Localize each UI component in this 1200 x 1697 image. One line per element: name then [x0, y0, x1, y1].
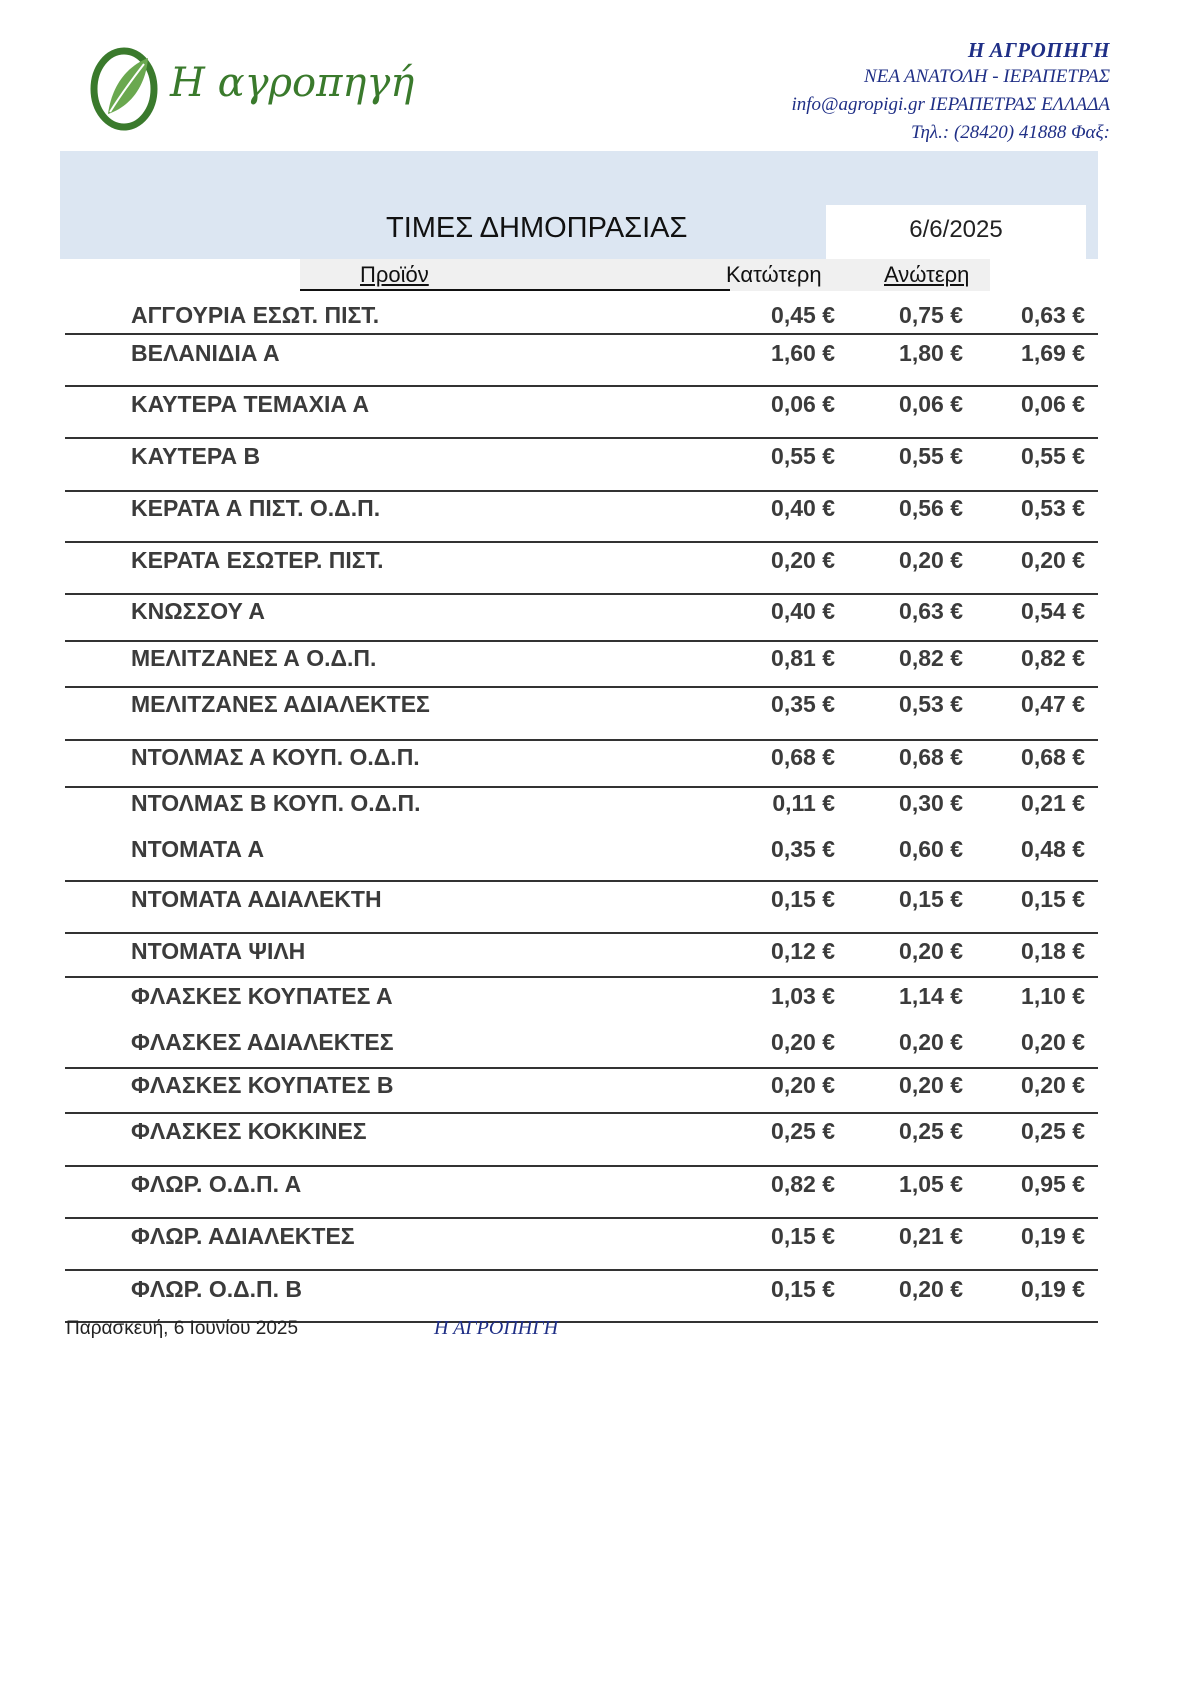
row-divider — [65, 739, 1098, 741]
price-high: 0,06 € — [899, 391, 963, 417]
row-divider — [65, 490, 1098, 492]
price-average: 0,47 € — [1021, 691, 1085, 717]
product-name: ΝΤΟΜΑΤΑ Α — [131, 836, 265, 862]
row-divider — [65, 1112, 1098, 1114]
price-average: 1,69 € — [1021, 340, 1085, 366]
product-name: ΦΛΑΣΚΕΣ ΚΟΥΠΑΤΕΣ Α — [131, 983, 393, 1009]
price-low: 0,11 € — [772, 790, 835, 816]
price-average: 0,25 € — [1021, 1118, 1085, 1144]
page-title: ΤΙΜΕΣ ΔΗΜΟΠΡΑΣΙΑΣ — [386, 212, 688, 244]
price-high: 0,60 € — [899, 836, 963, 862]
column-header-high: Ανώτερη — [884, 262, 970, 287]
row-divider — [65, 333, 1098, 335]
product-name: ΜΕΛΙΤΖΑΝΕΣ ΑΔΙΑΛΕΚΤΕΣ — [131, 691, 430, 717]
price-low: 0,35 € — [771, 836, 835, 862]
product-name: ΦΛΩΡ. ΑΔΙΑΛΕΚΤΕΣ — [131, 1223, 355, 1249]
price-high: 0,15 € — [899, 886, 963, 912]
price-low: 0,25 € — [771, 1118, 835, 1144]
price-average: 0,55 € — [1021, 443, 1085, 469]
product-name: ΦΛΩΡ. Ο.Δ.Π. Β — [131, 1276, 303, 1302]
row-divider — [65, 437, 1098, 439]
row-divider — [65, 385, 1098, 387]
row-divider — [65, 1269, 1098, 1271]
price-high: 0,82 € — [899, 645, 963, 671]
price-average: 0,19 € — [1021, 1276, 1085, 1302]
price-high: 0,20 € — [899, 1072, 963, 1098]
price-average: 0,63 € — [1021, 302, 1085, 328]
price-average: 0,48 € — [1021, 836, 1085, 862]
product-name: ΚΝΩΣΣΟΥ Α — [131, 598, 266, 624]
product-name: ΒΕΛΑΝΙΔΙΑ Α — [131, 340, 280, 366]
price-average: 0,20 € — [1021, 1029, 1085, 1055]
price-average: 0,15 € — [1021, 886, 1085, 912]
price-low: 0,82 € — [771, 1171, 835, 1197]
price-low: 1,03 € — [771, 983, 835, 1009]
product-name: ΚΑΥΤΕΡΑ ΤΕΜΑΧΙΑ Α — [131, 391, 370, 417]
row-divider — [65, 1217, 1098, 1219]
row-divider — [65, 1067, 1098, 1069]
row-divider — [65, 686, 1098, 688]
price-high: 1,05 € — [899, 1171, 963, 1197]
price-high: 1,80 € — [899, 340, 963, 366]
price-high: 0,21 € — [899, 1223, 963, 1249]
product-name: ΦΛΩΡ. Ο.Δ.Π. Α — [131, 1171, 302, 1197]
column-header-low: Κατώτερη — [726, 262, 822, 287]
price-average: 0,06 € — [1021, 391, 1085, 417]
price-low: 0,68 € — [771, 744, 835, 770]
price-low: 0,20 € — [771, 1029, 835, 1055]
price-average: 0,18 € — [1021, 938, 1085, 964]
price-average: 0,68 € — [1021, 744, 1085, 770]
price-average: 0,54 € — [1021, 598, 1085, 624]
price-high: 0,20 € — [899, 547, 963, 573]
price-low: 0,40 € — [771, 495, 835, 521]
product-name: ΚΑΥΤΕΡΑ Β — [131, 443, 261, 469]
price-high: 0,20 € — [899, 1029, 963, 1055]
price-low: 0,12 € — [771, 938, 835, 964]
row-divider — [65, 880, 1098, 882]
product-name: ΚΕΡΑΤΑ ΕΣΩΤΕΡ. ΠΙΣΤ. — [131, 547, 384, 573]
price-low: 0,55 € — [771, 443, 835, 469]
price-high: 0,53 € — [899, 691, 963, 717]
price-high: 1,14 € — [899, 983, 963, 1009]
company-phone-line: Τηλ.: (28420) 41888 Φαξ: — [910, 122, 1110, 143]
price-average: 0,53 € — [1021, 495, 1085, 521]
header-underline — [300, 289, 730, 291]
price-high: 0,63 € — [899, 598, 963, 624]
product-name: ΝΤΟΜΑΤΑ ΑΔΙΑΛΕΚΤΗ — [131, 886, 382, 912]
auction-date: 6/6/2025 — [909, 216, 1003, 243]
price-average: 0,21 € — [1021, 790, 1085, 816]
company-address: ΝΕΑ ΑΝΑΤΟΛΗ - ΙΕΡΑΠΕΤΡΑΣ — [864, 66, 1110, 87]
product-name: ΝΤΟΛΜΑΣ Α ΚΟΥΠ. Ο.Δ.Π. — [131, 744, 420, 770]
price-low: 0,15 € — [771, 1223, 835, 1249]
product-name: ΦΛΑΣΚΕΣ ΚΟΚΚΙΝΕΣ — [131, 1118, 367, 1144]
company-info — [791, 38, 1110, 147]
price-low: 0,15 € — [771, 1276, 835, 1302]
product-name: ΦΛΑΣΚΕΣ ΚΟΥΠΑΤΕΣ Β — [131, 1072, 394, 1098]
price-average: 0,20 € — [1021, 547, 1085, 573]
price-high: 0,30 € — [899, 790, 963, 816]
price-high: 0,20 € — [899, 938, 963, 964]
price-high: 0,68 € — [899, 744, 963, 770]
price-average: 0,20 € — [1021, 1072, 1085, 1098]
price-low: 0,06 € — [771, 391, 835, 417]
row-divider — [65, 786, 1098, 788]
price-high: 0,20 € — [899, 1276, 963, 1302]
product-name: ΝΤΟΜΑΤΑ ΨΙΛΗ — [131, 938, 306, 964]
price-low: 0,20 € — [771, 547, 835, 573]
logo-text: Η αγροπηγή — [170, 60, 415, 106]
row-divider — [65, 593, 1098, 595]
price-high: 0,56 € — [899, 495, 963, 521]
product-name: ΦΛΑΣΚΕΣ ΑΔΙΑΛΕΚΤΕΣ — [131, 1029, 394, 1055]
price-low: 0,40 € — [771, 598, 835, 624]
product-name: ΑΓΓΟΥΡΙΑ ΕΣΩΤ. ΠΙΣΤ. — [131, 302, 380, 328]
price-average: 0,19 € — [1021, 1223, 1085, 1249]
price-high: 0,75 € — [899, 302, 963, 328]
price-high: 0,55 € — [899, 443, 963, 469]
product-name: ΚΕΡΑΤΑ Α ΠΙΣΤ. Ο.Δ.Π. — [131, 495, 381, 521]
price-high: 0,25 € — [899, 1118, 963, 1144]
price-low: 0,20 € — [771, 1072, 835, 1098]
product-name: ΝΤΟΛΜΑΣ Β ΚΟΥΠ. Ο.Δ.Π. — [131, 790, 421, 816]
footer-date: Παρασκευή, 6 Ιουνίου 2025 — [66, 1318, 299, 1339]
price-low: 0,35 € — [771, 691, 835, 717]
price-average: 0,95 € — [1021, 1171, 1085, 1197]
row-divider — [65, 541, 1098, 543]
price-low: 1,60 € — [771, 340, 835, 366]
footer-company: Η ΑΓΡΟΠΗΓΗ — [434, 1317, 559, 1339]
row-divider — [65, 640, 1098, 642]
company-email-line: info@agropigi.gr ΙΕΡΑΠΕΤΡΑΣ ΕΛΛΑΔΑ — [791, 94, 1110, 115]
row-divider — [65, 1165, 1098, 1167]
row-divider — [65, 932, 1098, 934]
price-low: 0,45 € — [771, 302, 835, 328]
price-average: 1,10 € — [1021, 983, 1085, 1009]
company-name: Η ΑΓΡΟΠΗΓΗ — [967, 38, 1110, 62]
row-divider — [65, 976, 1098, 978]
price-average: 0,82 € — [1021, 645, 1085, 671]
price-low: 0,81 € — [771, 645, 835, 671]
price-low: 0,15 € — [771, 886, 835, 912]
product-name: ΜΕΛΙΤΖΑΝΕΣ Α Ο.Δ.Π. — [131, 645, 377, 671]
column-header-product: Προϊόν — [360, 262, 429, 287]
